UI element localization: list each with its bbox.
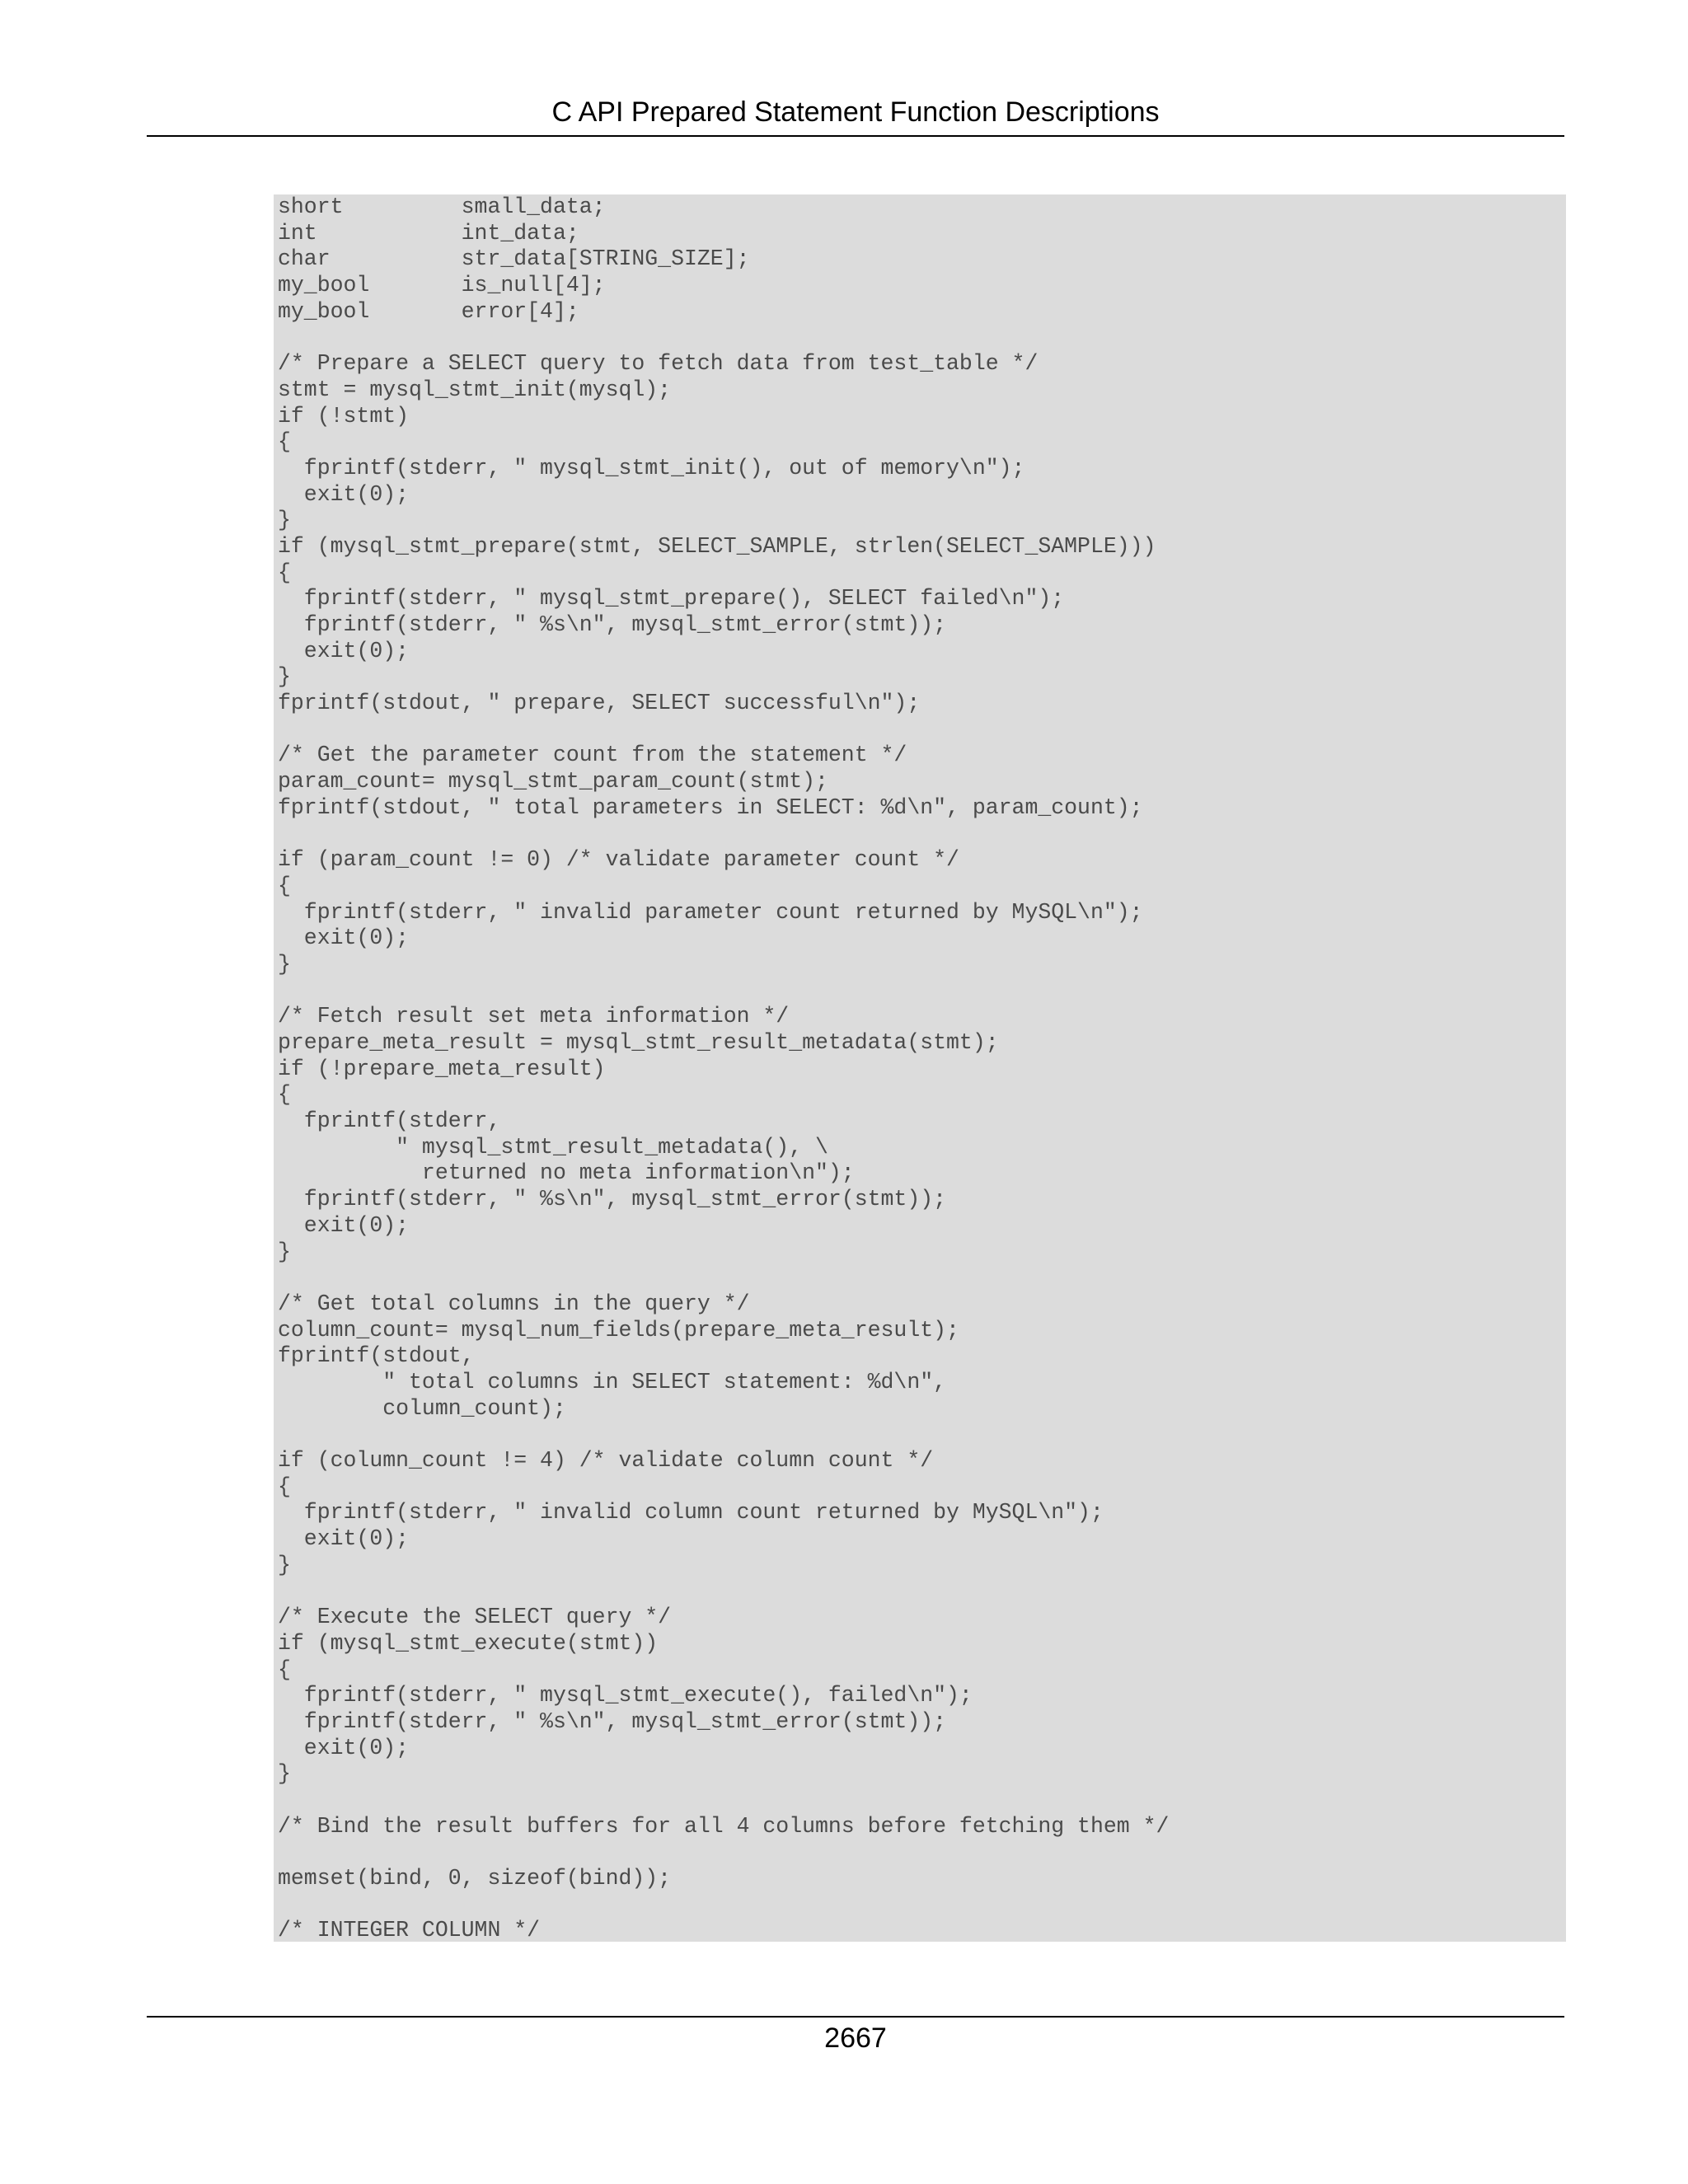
code-line: [278, 822, 1566, 848]
code-line: {: [278, 1082, 291, 1108]
header-divider: [147, 135, 1564, 137]
page-number: 2667: [824, 2022, 887, 2054]
code-line: fprintf(stderr, " invalid column count returned by MySQL\n");: [278, 1500, 1104, 1526]
code-line: int int_data;: [278, 220, 579, 246]
code-line: if (mysql_stmt_execute(stmt)): [278, 1630, 659, 1656]
code-line: fprintf(stderr, " %s\n", mysql_stmt_error(stmt));: [278, 1187, 947, 1212]
code-line: {: [278, 429, 291, 455]
code-line: /* Get total columns in the query */: [278, 1291, 750, 1316]
code-line: fprintf(stderr, " mysql_stmt_init(), out of memory\n");: [278, 455, 1025, 480]
code-line: }: [278, 664, 291, 690]
code-line: if (mysql_stmt_prepare(stmt, SELECT_SAMPLE, strlen(SELECT_SAMPLE))): [278, 533, 1156, 559]
code-line: /* Fetch result set meta information */: [278, 1004, 790, 1029]
page-header-title: C API Prepared Statement Function Descriptions: [551, 96, 1160, 128]
code-line: {: [278, 1474, 291, 1499]
code-line: fprintf(stderr, " %s\n", mysql_stmt_error(stmt));: [278, 612, 947, 637]
code-line: [278, 1422, 1566, 1448]
code-line: memset(bind, 0, sizeof(bind));: [278, 1866, 672, 1891]
code-line: [278, 978, 1566, 1005]
code-line: prepare_meta_result = mysql_stmt_result_metadata(stmt);: [278, 1030, 999, 1055]
code-line: returned no meta information\n");: [278, 1160, 855, 1186]
code-line: " mysql_stmt_result_metadata(), \: [278, 1134, 828, 1160]
code-line: }: [278, 1761, 291, 1787]
code-line: fprintf(stderr, " mysql_stmt_execute(), failed\n");: [278, 1683, 973, 1708]
code-line: fprintf(stderr, " mysql_stmt_prepare(), SELECT failed\n");: [278, 586, 1065, 612]
code-line: stmt = mysql_stmt_init(mysql);: [278, 377, 672, 402]
code-line: exit(0);: [278, 1212, 410, 1238]
code-line: }: [278, 1552, 291, 1577]
code-line: fprintf(stderr, " %s\n", mysql_stmt_error(stmt));: [278, 1708, 947, 1734]
code-line: exit(0);: [278, 638, 410, 663]
code-line: {: [278, 873, 291, 898]
code-line: [278, 1892, 1566, 1919]
code-line: my_bool is_null[4];: [278, 273, 606, 298]
code-line: my_bool error[4];: [278, 298, 579, 324]
code-line: /* Prepare a SELECT query to fetch data from test_table */: [278, 351, 1039, 377]
code-line: fprintf(stderr, " invalid parameter count returned by MySQL\n");: [278, 899, 1143, 925]
code-line: [278, 1840, 1566, 1866]
code-line: [278, 1265, 1566, 1291]
code-line: fprintf(stdout, " total parameters in SELECT: %d\n", param_count);: [278, 794, 1143, 820]
code-line: exit(0);: [278, 481, 410, 507]
code-line: fprintf(stdout,: [278, 1343, 475, 1369]
code-line: " total columns in SELECT statement: %d\n",: [278, 1369, 947, 1394]
code-line: /* Get the parameter count from the statement */: [278, 743, 907, 768]
code-line: [278, 1788, 1566, 1814]
code-line: if (!prepare_meta_result): [278, 1056, 606, 1081]
code-line: fprintf(stdout, " prepare, SELECT successful\n");: [278, 691, 921, 716]
code-line: exit(0);: [278, 1526, 410, 1552]
code-line: if (column_count != 4) /* validate column count */: [278, 1448, 934, 1473]
code-line: }: [278, 1239, 291, 1264]
code-line: /* INTEGER COLUMN */: [278, 1918, 541, 1943]
code-line: }: [278, 951, 291, 977]
code-line: {: [278, 1657, 291, 1682]
code-line: fprintf(stderr,: [278, 1108, 501, 1134]
code-listing: [274, 194, 1566, 1942]
code-line: {: [278, 560, 291, 585]
code-line: [278, 325, 1566, 351]
code-line: if (!stmt): [278, 403, 410, 429]
code-line: }: [278, 508, 291, 533]
code-line: param_count= mysql_stmt_param_count(stmt);: [278, 769, 828, 794]
code-line: /* Bind the result buffers for all 4 columns before fetching them */: [278, 1813, 1170, 1839]
code-line: if (param_count != 0) /* validate parameter count */: [278, 847, 959, 873]
code-line: char str_data[STRING_SIZE];: [278, 246, 750, 272]
code-line: column_count= mysql_num_fields(prepare_meta_result);: [278, 1317, 959, 1343]
code-line: exit(0);: [278, 926, 410, 951]
code-line: [278, 1578, 1566, 1605]
code-text: [278, 194, 1566, 1944]
code-line: exit(0);: [278, 1735, 410, 1760]
code-line: short small_data;: [278, 194, 606, 219]
code-line: /* Execute the SELECT query */: [278, 1605, 672, 1630]
code-line: column_count);: [278, 1395, 566, 1421]
code-line: [278, 717, 1566, 743]
